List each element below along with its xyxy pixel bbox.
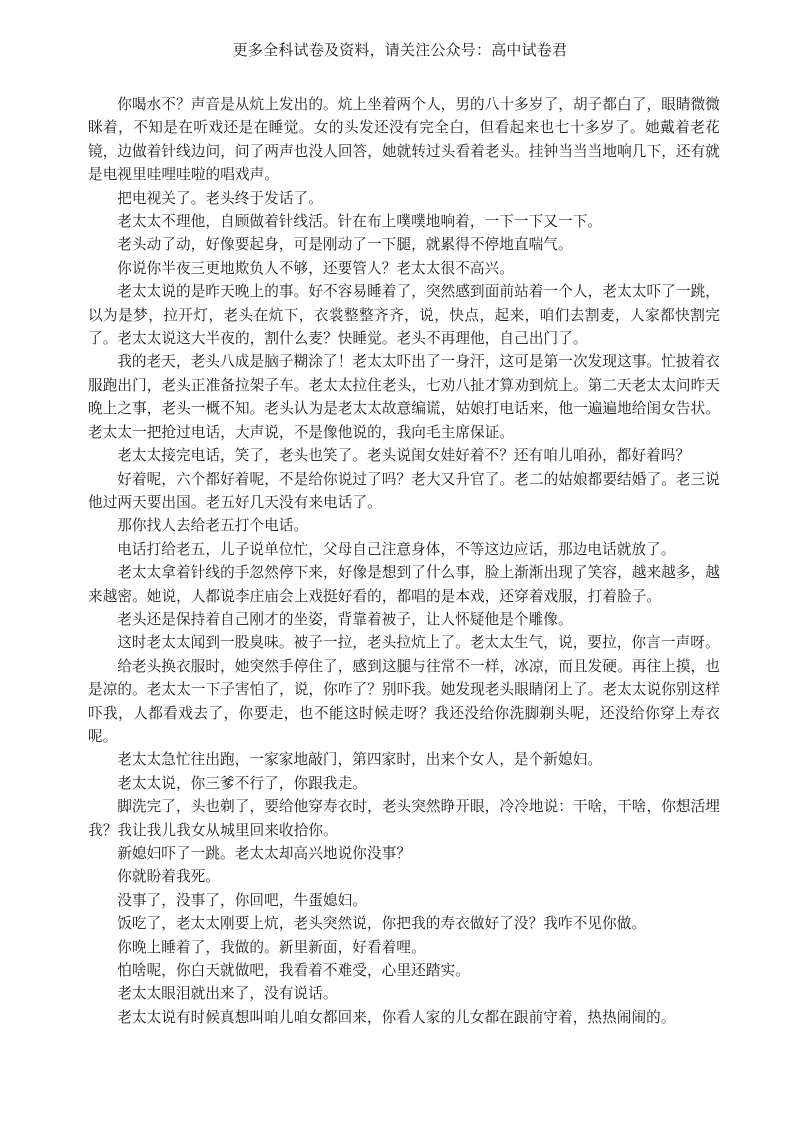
paragraph: 电话打给老五，儿子说单位忙，父母自己注意身体，不等这边应话，那边电话就放了。 — [117, 540, 676, 558]
paragraph: 老太太拿着针线的手忽然停下来，好像是想到了什么事，脸上渐渐出现了笑容，越来越多，越来越密。她说，人都说李庄庙会上戏挺好看的，都唱的是本戏，还穿着戏服，打着脸子。 — [88, 564, 720, 605]
paragraph: 老太太说的是昨天晚上的事。好不容易睡着了，突然感到面前站着一个人，老太太吓了一跳，以为是梦，拉开灯，老头在炕下，衣裳整整齐齐，说，快点，起来，咱们去割麦，人家都快割完了。老太太说这大半夜的，割什么麦？快睡觉。老头不再理他，自己出门了。 — [88, 283, 720, 348]
paragraph: 新媳妇吓了一跳。老太太却高兴地说你没事？ — [117, 845, 412, 862]
paragraph: 老太太说有时候真想叫咱儿咱女都回来，你看人家的儿女都在跟前守着，热热闹闹的。 — [117, 1008, 676, 1026]
paragraph: 没事了，没事了，你回吧，牛蛋媳妇。 — [117, 891, 367, 909]
paragraph: 好着呢，六个都好着呢，不是给你说过了吗？老大又升官了。老二的姑娘都要结婚了。老三说他过两天要出国。老五好几天没有来电话了。 — [88, 470, 720, 511]
paragraph: 你就盼着我死。 — [117, 868, 221, 886]
paragraph: 怕啥呢，你白天就做吧，我看着不难受，心里还踏实。 — [117, 962, 470, 980]
paragraph: 老头还是保持着自己刚才的坐姿，背靠着被子，让人怀疑他是个雕像。 — [117, 610, 573, 628]
paragraph: 那你找人去给老五打个电话。 — [117, 517, 309, 535]
paragraph: 脚洗完了，头也剃了，要给他穿寿衣时，老头突然睁开眼，冷冷地说：干啥，干啥，你想活埋我？我让我儿我女从城里回来收拾你。 — [88, 798, 720, 839]
paragraph: 老太太急忙往出跑，一家家地敲门，第四家时，出来个女人，是个新媳妇。 — [117, 751, 603, 769]
paragraph: 你说你半夜三更地欺负人不够，还要管人？老太太很不高兴。 — [117, 259, 514, 277]
paragraph: 我的老天，老头八成是脑子糊涂了！老太太吓出了一身汗，这可是第一次发现这事。忙披着衣服跑出门，老头正准备拉架子车。老太太拉住老头，七劝八扯才算劝到炕上。第二天老太太问昨天晚上之事，老头一概不知。老头认为是老太太故意编谎，姑娘打电话来，他一遍遍地给闺女告状。老太太一把抢过电话，大声说，不是像他说的，我向毛主席保证。 — [88, 353, 720, 441]
paragraph: 这时老太太闻到一股臭味。被子一拉，老头拉炕上了。老太太生气，说，要拉，你言一声呀。 — [117, 634, 720, 652]
paragraph: 你喝水不？声音是从炕上发出的。炕上坐着两个人，男的八十多岁了，胡子都白了，眼睛微微眯着，不知是在听戏还是在睡觉。女的头发还没有完全白，但看起来也七十多岁了。她戴着老花镜，边做着针线边问，问了两声也没人回答，她就转过头看着老头。挂钟当当当地响几下，还有就是电视里哇哩哇啦的唱戏声。 — [88, 96, 720, 184]
paragraph: 你晚上睡着了，我做的。新里新面，好看着哩。 — [117, 938, 426, 956]
paragraph: 给老头换衣服时，她突然手停住了，感到这腿与往常不一样，冰凉，而且发硬。再往上摸，也是凉的。老太太一下子害怕了，说，你咋了？别吓我。她发现老头眼睛闭上了。老太太说你别这样吓我，人都看戏去了，你要走，也不能这时候走呀？我还没给你洗脚剃头呢，还没给你穿上寿衣呢。 — [88, 657, 720, 745]
paragraph: 老太太不理他，自顾做着针线活。针在布上噗噗地响着，一下一下又一下。 — [117, 213, 603, 231]
paragraph: 把电视关了。老头终于发话了。 — [117, 189, 323, 207]
paragraph: 饭吃了，老太太刚要上炕，老头突然说，你把我的寿衣做好了没？我咋不见你做。 — [117, 915, 647, 933]
paragraph: 老太太说，你三爹不行了，你跟我走。 — [117, 774, 367, 792]
paragraph: 老太太眼泪就出来了，没有说话。 — [117, 985, 338, 1003]
paragraph: 老头动了动，好像要起身，可是刚动了一下腿，就累得不停地直喘气。 — [117, 236, 573, 254]
story-body — [88, 93, 720, 1029]
paragraph: 老太太接完电话，笑了，老头也笑了。老头说闺女娃好着不？还有咱儿咱孙，都好着吗？ — [117, 447, 691, 465]
page-header: 更多全科试卷及资料，请关注公众号：高中试卷君 — [232, 41, 568, 59]
